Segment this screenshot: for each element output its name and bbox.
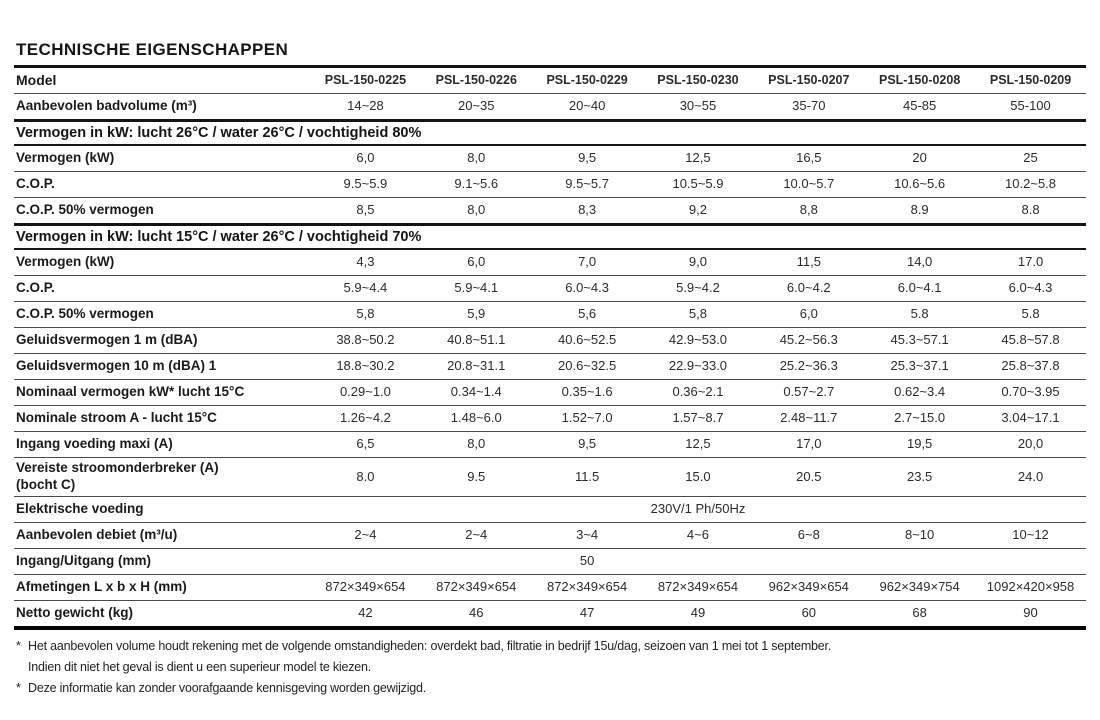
spec-value: 24.0 [975,458,1086,497]
spec-value: 8.8 [975,198,1086,225]
spec-value: 90 [975,600,1086,628]
footnote-text: Het aanbevolen volume houdt rekening met de volgende omstandigheden: overdekt bad, filtratie in bedrijf 15u/dag, seizoen van 1 mei tot 1 september. [28,638,832,653]
spec-row [14,276,1086,302]
spec-value: 20~35 [421,94,532,121]
spec-row [14,145,1086,172]
spec-value: 49 [643,600,754,628]
spec-value: 20.8~31.1 [421,354,532,380]
spec-row [14,94,1086,121]
spec-value: 6,0 [421,249,532,276]
spec-value: 45.8~57.8 [975,328,1086,354]
spec-value: 6.0~4.2 [753,276,864,302]
row-label: Nominale stroom A - lucht 15°C [14,406,310,432]
spec-table [14,65,1086,630]
spec-value: 0.29~1.0 [310,380,421,406]
row-label: Afmetingen L x b x H (mm) [14,574,310,600]
spec-value-span: 230V/1 Ph/50Hz [310,496,1086,522]
spec-value: 16,5 [753,145,864,172]
row-label: C.O.P. 50% vermogen [14,302,310,328]
spec-value: 2.7~15.0 [864,406,975,432]
spec-value: 10.0~5.7 [753,172,864,198]
spec-row [14,380,1086,406]
spec-value: 2~4 [421,522,532,548]
spec-value: 5,9 [421,302,532,328]
spec-value: 3~4 [532,522,643,548]
spec-value: 8,5 [310,198,421,225]
spec-value: 0.35~1.6 [532,380,643,406]
section-row [14,225,1086,250]
spec-row [14,302,1086,328]
spec-value: 11.5 [532,458,643,497]
spec-value: 1092×420×958 [975,574,1086,600]
spec-value: 6,0 [753,302,864,328]
spec-value: 20 [864,145,975,172]
spec-value: 25.3~37.1 [864,354,975,380]
spec-value: 10.5~5.9 [643,172,754,198]
spec-row [14,67,1086,94]
spec-value: 7,0 [532,249,643,276]
spec-value: 0.36~2.1 [643,380,754,406]
spec-row [14,600,1086,628]
row-label: C.O.P. [14,276,310,302]
spec-row [14,328,1086,354]
spec-value: 8,0 [421,432,532,458]
spec-value: 14,0 [864,249,975,276]
row-label: Netto gewicht (kg) [14,600,310,628]
spec-value: 1.26~4.2 [310,406,421,432]
model-name: PSL-150-0229 [532,67,643,94]
spec-value: 25.2~36.3 [753,354,864,380]
spec-value: 8,8 [753,198,864,225]
spec-value: 20.5 [753,458,864,497]
spec-value: 11,5 [753,249,864,276]
spec-value: 872×349×654 [532,574,643,600]
spec-value: 17,0 [753,432,864,458]
spec-value: 45.3~57.1 [864,328,975,354]
spec-value: 8.0 [310,458,421,497]
spec-value: 23.5 [864,458,975,497]
spec-row [14,548,1086,574]
spec-row [14,458,1086,497]
spec-row [14,172,1086,198]
spec-value: 1.52~7.0 [532,406,643,432]
spec-value: 47 [532,600,643,628]
spec-row [14,496,1086,522]
spec-value: 872×349×654 [421,574,532,600]
spec-value: 30~55 [643,94,754,121]
spec-value: 42 [310,600,421,628]
spec-value: 60 [753,600,864,628]
spec-value: 35-70 [753,94,864,121]
spec-value: 14~28 [310,94,421,121]
spec-value: 40.8~51.1 [421,328,532,354]
spec-value: 10.2~5.8 [975,172,1086,198]
spec-value: 0.62~3.4 [864,380,975,406]
empty-cell [864,548,1086,574]
spec-value: 5,6 [532,302,643,328]
spec-value: 1.57~8.7 [643,406,754,432]
row-label: Aanbevolen debiet (m³/u) [14,522,310,548]
spec-value: 42.9~53.0 [643,328,754,354]
spec-value: 962×349×754 [864,574,975,600]
spec-row [14,249,1086,276]
spec-value: 18.8~30.2 [310,354,421,380]
spec-value: 17.0 [975,249,1086,276]
spec-value: 0.34~1.4 [421,380,532,406]
spec-value: 5,8 [643,302,754,328]
row-label: C.O.P. 50% vermogen [14,198,310,225]
footnote-marker: * [16,638,21,653]
row-label: Vermogen (kW) [14,145,310,172]
spec-value: 20,0 [975,432,1086,458]
spec-value: 15.0 [643,458,754,497]
spec-value: 55-100 [975,94,1086,121]
spec-value: 6~8 [753,522,864,548]
row-label: Aanbevolen badvolume (m³) [14,94,310,121]
spec-value: 46 [421,600,532,628]
spec-value: 10.6~5.6 [864,172,975,198]
spec-value: 40.6~52.5 [532,328,643,354]
section-row [14,121,1086,146]
spec-value: 20~40 [532,94,643,121]
spec-row [14,522,1086,548]
spec-value: 9,5 [532,432,643,458]
spec-value: 12,5 [643,432,754,458]
spec-value: 2~4 [310,522,421,548]
spec-value: 8~10 [864,522,975,548]
model-name: PSL-150-0208 [864,67,975,94]
footnote-line [16,658,1086,676]
row-label: Vermogen (kW) [14,249,310,276]
row-label: Vereiste stroomonderbreker (A) (bocht C) [14,458,310,497]
spec-value: 8,0 [421,198,532,225]
spec-value: 9.5~5.9 [310,172,421,198]
spec-value: 6,0 [310,145,421,172]
footnote-line [16,679,1086,697]
model-name: PSL-150-0209 [975,67,1086,94]
spec-value: 8,0 [421,145,532,172]
spec-value: 5.9~4.1 [421,276,532,302]
footnotes [16,637,1086,697]
spec-row [14,354,1086,380]
page-title: TECHNISCHE EIGENSCHAPPEN [16,40,289,59]
spec-value-span: 50 [310,548,864,574]
spec-value: 25.8~37.8 [975,354,1086,380]
row-label: C.O.P. [14,172,310,198]
row-label: Model [14,67,310,94]
model-name: PSL-150-0225 [310,67,421,94]
footnote-marker: * [16,681,21,695]
spec-row [14,574,1086,600]
spec-value: 20.6~32.5 [532,354,643,380]
footnote-line [16,637,1086,655]
row-label: Geluidsvermogen 10 m (dBA) 1 [14,354,310,380]
spec-value: 872×349×654 [310,574,421,600]
model-name: PSL-150-0230 [643,67,754,94]
spec-value: 9,5 [532,145,643,172]
row-label: Elektrische voeding [14,496,310,522]
spec-value: 5.9~4.4 [310,276,421,302]
spec-value: 9.1~5.6 [421,172,532,198]
row-label: Geluidsvermogen 1 m (dBA) [14,328,310,354]
spec-value: 38.8~50.2 [310,328,421,354]
spec-value: 3.04~17.1 [975,406,1086,432]
spec-value: 8,3 [532,198,643,225]
spec-value: 4,3 [310,249,421,276]
spec-value: 5.8 [975,302,1086,328]
spec-value: 9.5 [421,458,532,497]
spec-value: 5.9~4.2 [643,276,754,302]
spec-value: 6.0~4.3 [975,276,1086,302]
spec-value: 45.2~56.3 [753,328,864,354]
spec-value: 9,0 [643,249,754,276]
spec-value: 872×349×654 [643,574,754,600]
spec-value: 45-85 [864,94,975,121]
spec-value: 9,2 [643,198,754,225]
footnote-text: Indien dit niet het geval is dient u een superieur model te kiezen. [28,659,372,674]
spec-value: 962×349×654 [753,574,864,600]
spec-value: 10~12 [975,522,1086,548]
footnote-text: Deze informatie kan zonder voorafgaande kennisgeving worden gewijzigd. [28,681,427,695]
spec-value: 12,5 [643,145,754,172]
row-label: Nominaal vermogen kW* lucht 15°C [14,380,310,406]
spec-value: 25 [975,145,1086,172]
row-label: Ingang voeding maxi (A) [14,432,310,458]
spec-value: 0.70~3.95 [975,380,1086,406]
section-header: Vermogen in kW: lucht 15°C / water 26°C / vochtigheid 70% [14,225,1086,250]
spec-value: 5.8 [864,302,975,328]
spec-value: 9.5~5.7 [532,172,643,198]
model-name: PSL-150-0207 [753,67,864,94]
spec-row [14,432,1086,458]
spec-value: 19,5 [864,432,975,458]
spec-row [14,406,1086,432]
spec-value: 6.0~4.1 [864,276,975,302]
spec-value: 0.57~2.7 [753,380,864,406]
spec-value: 8.9 [864,198,975,225]
row-label: Ingang/Uitgang (mm) [14,548,310,574]
spec-value: 2.48~11.7 [753,406,864,432]
spec-value: 1.48~6.0 [421,406,532,432]
spec-value: 22.9~33.0 [643,354,754,380]
spec-value: 68 [864,600,975,628]
section-header: Vermogen in kW: lucht 26°C / water 26°C / vochtigheid 80% [14,121,1086,146]
spec-value: 4~6 [643,522,754,548]
spec-row [14,198,1086,225]
spec-value: 6.0~4.3 [532,276,643,302]
spec-value: 6,5 [310,432,421,458]
model-name: PSL-150-0226 [421,67,532,94]
spec-value: 5,8 [310,302,421,328]
